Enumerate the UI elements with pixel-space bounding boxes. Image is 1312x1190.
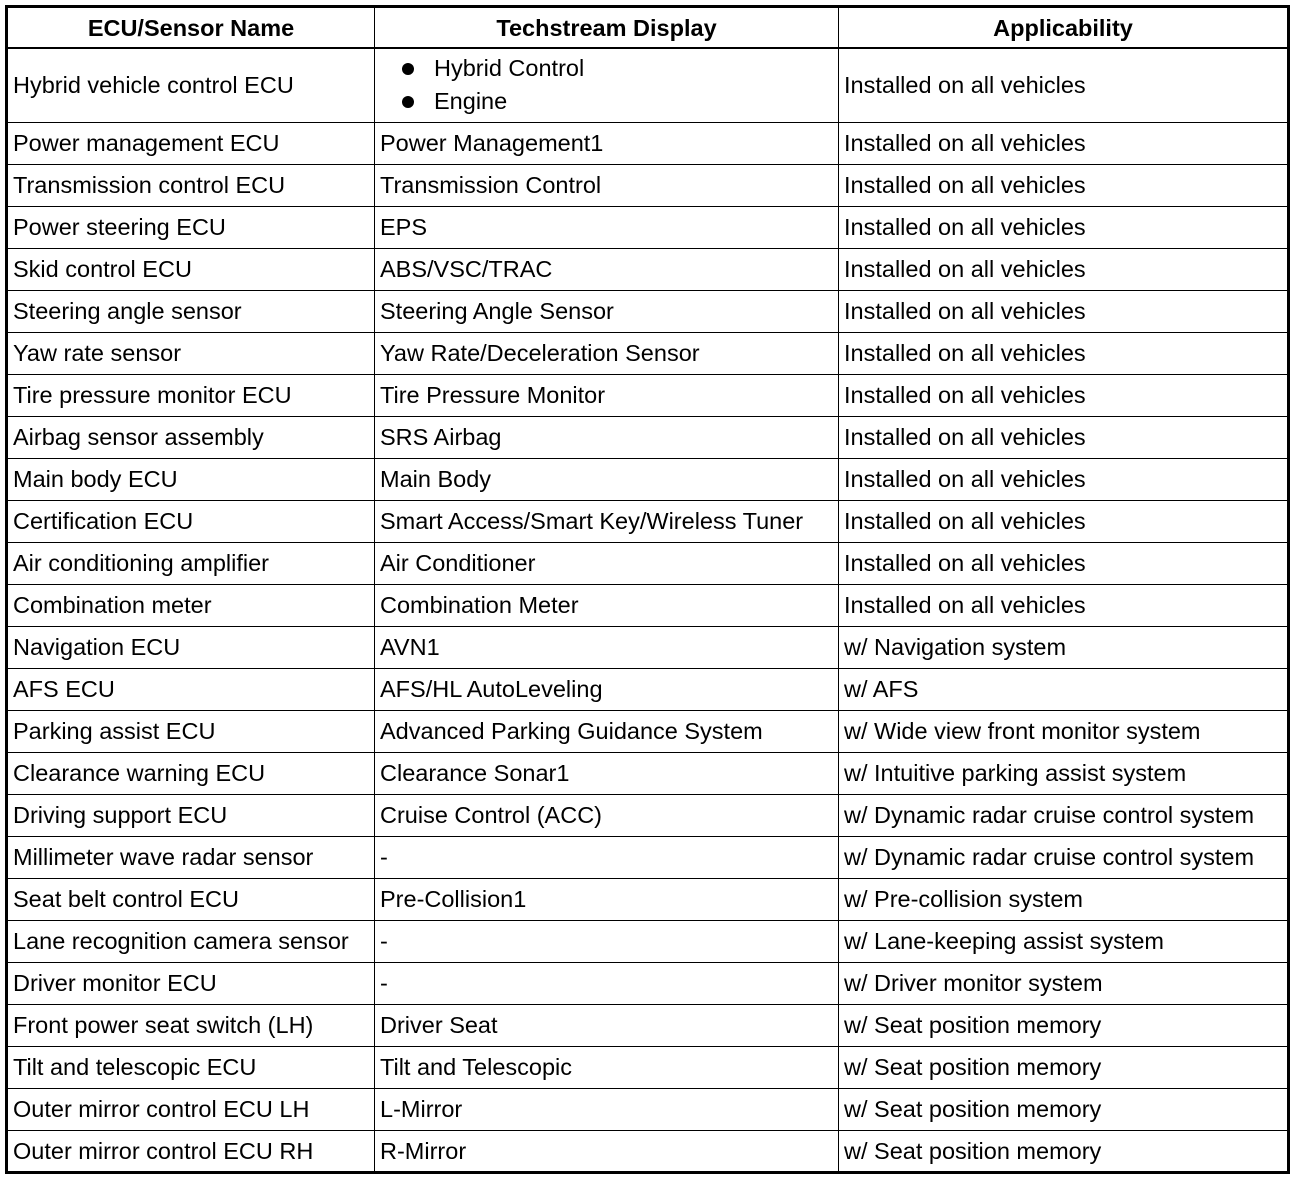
document-page <box>5 5 1290 1174</box>
cell-techstream-display: Power Management1 <box>375 122 839 164</box>
cell-techstream-display: ABS/VSC/TRAC <box>375 248 839 290</box>
cell-applicability: w/ Lane-keeping assist system <box>839 920 1289 962</box>
cell-ecu-name: Outer mirror control ECU RH <box>7 1130 375 1172</box>
cell-ecu-name: Combination meter <box>7 584 375 626</box>
table-row <box>7 1046 1289 1088</box>
cell-applicability: Installed on all vehicles <box>839 332 1289 374</box>
cell-techstream-display: Transmission Control <box>375 164 839 206</box>
cell-techstream-display: AVN1 <box>375 626 839 668</box>
cell-applicability: w/ Pre-collision system <box>839 878 1289 920</box>
cell-ecu-name: Tilt and telescopic ECU <box>7 1046 375 1088</box>
cell-ecu-name: Driver monitor ECU <box>7 962 375 1004</box>
cell-techstream-display: Tilt and Telescopic <box>375 1046 839 1088</box>
table-body <box>7 48 1289 1172</box>
table-row <box>7 374 1289 416</box>
cell-techstream-display: Smart Access/Smart Key/Wireless Tuner <box>375 500 839 542</box>
cell-applicability: w/ Navigation system <box>839 626 1289 668</box>
cell-techstream-display: Cruise Control (ACC) <box>375 794 839 836</box>
table-row <box>7 584 1289 626</box>
cell-ecu-name: Seat belt control ECU <box>7 878 375 920</box>
cell-applicability: Installed on all vehicles <box>839 48 1289 122</box>
cell-ecu-name: Parking assist ECU <box>7 710 375 752</box>
cell-techstream-display: R-Mirror <box>375 1130 839 1172</box>
cell-techstream-display: SRS Airbag <box>375 416 839 458</box>
cell-applicability: w/ Seat position memory <box>839 1130 1289 1172</box>
table-row <box>7 206 1289 248</box>
cell-applicability: Installed on all vehicles <box>839 206 1289 248</box>
bullet-icon <box>402 96 414 108</box>
display-list-item <box>400 85 838 118</box>
cell-applicability: w/ Seat position memory <box>839 1088 1289 1130</box>
cell-ecu-name: Navigation ECU <box>7 626 375 668</box>
cell-applicability: w/ Seat position memory <box>839 1004 1289 1046</box>
table-row <box>7 500 1289 542</box>
cell-applicability: Installed on all vehicles <box>839 542 1289 584</box>
cell-applicability: Installed on all vehicles <box>839 458 1289 500</box>
cell-techstream-display <box>375 48 839 122</box>
cell-applicability: w/ Driver monitor system <box>839 962 1289 1004</box>
table-row <box>7 878 1289 920</box>
table-row <box>7 1004 1289 1046</box>
table-row <box>7 122 1289 164</box>
cell-techstream-display: AFS/HL AutoLeveling <box>375 668 839 710</box>
table-row <box>7 290 1289 332</box>
header-techstream-display: Techstream Display <box>375 7 839 49</box>
cell-applicability: w/ Intuitive parking assist system <box>839 752 1289 794</box>
cell-techstream-display: Combination Meter <box>375 584 839 626</box>
cell-techstream-display: EPS <box>375 206 839 248</box>
cell-ecu-name: Steering angle sensor <box>7 290 375 332</box>
cell-ecu-name: Skid control ECU <box>7 248 375 290</box>
table-row <box>7 626 1289 668</box>
cell-ecu-name: Certification ECU <box>7 500 375 542</box>
table-row <box>7 458 1289 500</box>
display-item-text: Hybrid Control <box>434 55 585 82</box>
cell-techstream-display: Pre-Collision1 <box>375 878 839 920</box>
cell-ecu-name: Tire pressure monitor ECU <box>7 374 375 416</box>
bullet-icon <box>402 63 414 75</box>
cell-ecu-name: Clearance warning ECU <box>7 752 375 794</box>
cell-ecu-name: Power steering ECU <box>7 206 375 248</box>
cell-techstream-display: Driver Seat <box>375 1004 839 1046</box>
cell-applicability: w/ Dynamic radar cruise control system <box>839 836 1289 878</box>
table-row <box>7 248 1289 290</box>
cell-applicability: Installed on all vehicles <box>839 290 1289 332</box>
cell-techstream-display: Clearance Sonar1 <box>375 752 839 794</box>
table-row <box>7 668 1289 710</box>
cell-applicability: w/ Dynamic radar cruise control system <box>839 794 1289 836</box>
table-header <box>7 7 1289 49</box>
table-row <box>7 416 1289 458</box>
table-row <box>7 1130 1289 1172</box>
cell-ecu-name: AFS ECU <box>7 668 375 710</box>
display-item-text: Engine <box>434 88 508 115</box>
cell-ecu-name: Airbag sensor assembly <box>7 416 375 458</box>
cell-ecu-name: Power management ECU <box>7 122 375 164</box>
cell-ecu-name: Outer mirror control ECU LH <box>7 1088 375 1130</box>
table-row <box>7 710 1289 752</box>
cell-applicability: w/ Seat position memory <box>839 1046 1289 1088</box>
table-row <box>7 920 1289 962</box>
display-list-item <box>400 52 838 85</box>
table-row <box>7 836 1289 878</box>
cell-applicability: Installed on all vehicles <box>839 374 1289 416</box>
table-row <box>7 542 1289 584</box>
cell-applicability: Installed on all vehicles <box>839 416 1289 458</box>
cell-ecu-name: Yaw rate sensor <box>7 332 375 374</box>
cell-techstream-display: Air Conditioner <box>375 542 839 584</box>
cell-applicability: Installed on all vehicles <box>839 164 1289 206</box>
cell-ecu-name: Millimeter wave radar sensor <box>7 836 375 878</box>
cell-ecu-name: Air conditioning amplifier <box>7 542 375 584</box>
cell-techstream-display: - <box>375 920 839 962</box>
cell-applicability: Installed on all vehicles <box>839 500 1289 542</box>
cell-applicability: Installed on all vehicles <box>839 248 1289 290</box>
cell-techstream-display: Yaw Rate/Deceleration Sensor <box>375 332 839 374</box>
table-row <box>7 962 1289 1004</box>
cell-ecu-name: Main body ECU <box>7 458 375 500</box>
cell-ecu-name: Driving support ECU <box>7 794 375 836</box>
cell-ecu-name: Lane recognition camera sensor <box>7 920 375 962</box>
table-row <box>7 332 1289 374</box>
ecu-table <box>5 5 1290 1174</box>
table-row <box>7 1088 1289 1130</box>
display-list <box>380 52 838 118</box>
header-ecu-sensor-name: ECU/Sensor Name <box>7 7 375 49</box>
cell-applicability: w/ AFS <box>839 668 1289 710</box>
cell-techstream-display: Steering Angle Sensor <box>375 290 839 332</box>
cell-techstream-display: L-Mirror <box>375 1088 839 1130</box>
cell-ecu-name: Hybrid vehicle control ECU <box>7 48 375 122</box>
cell-ecu-name: Front power seat switch (LH) <box>7 1004 375 1046</box>
cell-applicability: Installed on all vehicles <box>839 584 1289 626</box>
cell-ecu-name: Transmission control ECU <box>7 164 375 206</box>
cell-techstream-display: - <box>375 836 839 878</box>
cell-techstream-display: Tire Pressure Monitor <box>375 374 839 416</box>
cell-techstream-display: Advanced Parking Guidance System <box>375 710 839 752</box>
header-row <box>7 7 1289 49</box>
table-row <box>7 164 1289 206</box>
cell-applicability: w/ Wide view front monitor system <box>839 710 1289 752</box>
cell-applicability: Installed on all vehicles <box>839 122 1289 164</box>
table-row <box>7 794 1289 836</box>
cell-techstream-display: Main Body <box>375 458 839 500</box>
header-applicability: Applicability <box>839 7 1289 49</box>
table-row <box>7 752 1289 794</box>
cell-techstream-display: - <box>375 962 839 1004</box>
table-row <box>7 48 1289 122</box>
